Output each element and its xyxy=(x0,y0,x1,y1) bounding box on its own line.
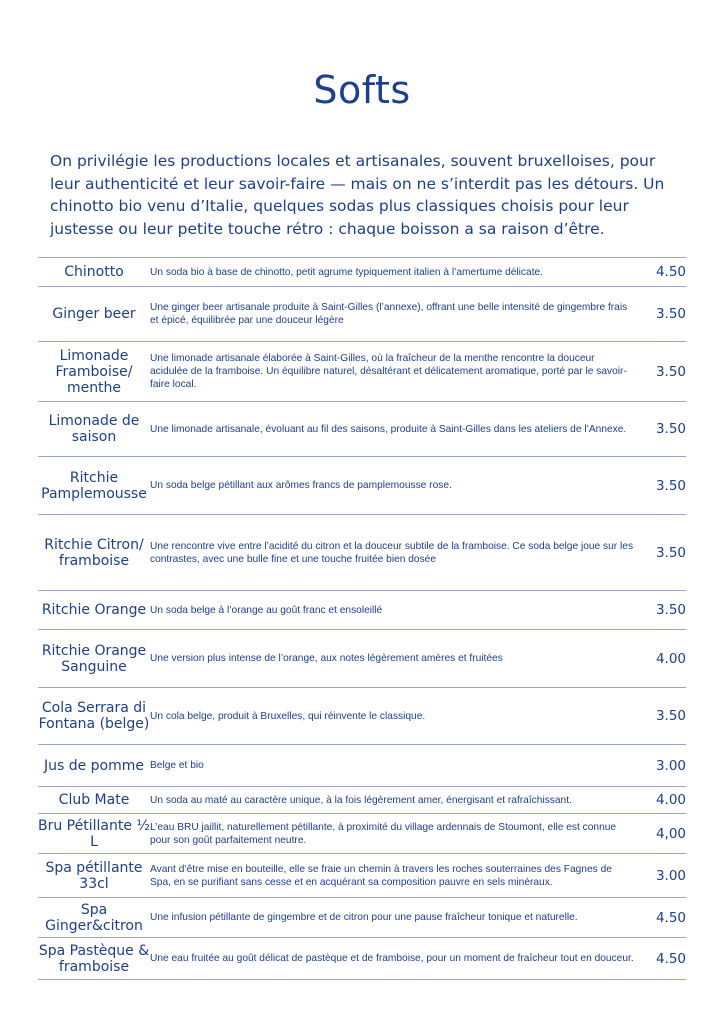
drink-price: 3.50 xyxy=(655,602,686,618)
drink-name: Cola Serrara di Fontana (belge) xyxy=(38,700,150,732)
intro-paragraph: On privilégie les productions locales et artisanales, souvent bruxelloises, pour leur authenticité et leur savoir-faire — mais on ne s’interdit pas les détours. Un chinotto bio venu d’Italie, quelques sodas plus classiques choisis pour leur justesse ou leur petite touche rétro : chaque boisson a sa raison d’être. xyxy=(50,152,665,238)
drink-name: Ritchie Citron/ framboise xyxy=(44,536,144,569)
drink-name: Spa Ginger&citron xyxy=(45,901,143,934)
drink-description: L’eau BRU jaillit, naturellement pétillante, à proximité du village ardennais de Stoumont, elle est connue pour son goût parfaitement neutre. xyxy=(150,821,617,846)
menu-row xyxy=(38,286,686,341)
drink-name: Ginger beer xyxy=(52,306,136,322)
drink-name: Limonade Framboise/ menthe xyxy=(55,347,133,396)
drink-description: Un soda au maté au caractère unique, à la fois légèrement amer, énergisant et rafraîchissant. xyxy=(150,794,572,806)
menu-row xyxy=(38,786,686,813)
drink-description: Un soda belge à l’orange au goût franc et ensoleillé xyxy=(150,604,383,616)
drink-name: Ritchie Pamplemousse xyxy=(41,469,147,502)
drink-price: 3.50 xyxy=(655,306,686,322)
drink-description: Une infusion pétillante de gingembre et de citron pour une pause fraîcheur tonique et naturelle. xyxy=(150,912,578,923)
menu-row xyxy=(38,897,686,937)
drink-name: Chinotto xyxy=(64,264,124,280)
drink-name: Club Mate xyxy=(58,792,130,808)
menu-row xyxy=(38,687,686,744)
drink-price: 3.00 xyxy=(655,757,686,774)
drink-name: Spa pétillante 33cl xyxy=(45,859,143,892)
drink-price: 3.50 xyxy=(655,421,686,437)
drink-name: Ritchie Orange Sanguine xyxy=(41,642,147,675)
drink-price: 3.50 xyxy=(655,544,686,561)
menu-row xyxy=(38,341,686,401)
drink-price: 3.50 xyxy=(655,477,686,494)
menu-row xyxy=(38,401,686,456)
drink-description: Une version plus intense de l’orange, aux notes légèrement amères et fruitées xyxy=(150,653,503,664)
drink-name: Spa Pastèque & framboise xyxy=(38,942,150,975)
drink-description: Belge et bio xyxy=(150,760,204,771)
menu-row xyxy=(38,937,686,980)
drink-price: 4.50 xyxy=(655,264,686,280)
drink-description: Un soda belge pétillant aux arômes francs de pamplemousse rose. xyxy=(150,480,452,491)
drink-description: Un soda bio à base de chinotto, petit agrume typiquement italien à l’amertume délicate. xyxy=(150,266,544,278)
menu-row xyxy=(38,257,686,286)
drink-price: 4,00 xyxy=(655,825,686,842)
page-title: Softs xyxy=(313,68,411,112)
drink-price: 3.50 xyxy=(655,363,686,380)
drink-name: Bru Pétillante ½ L xyxy=(38,817,150,850)
drink-name: Limonade de saison xyxy=(48,413,140,445)
menu-row xyxy=(38,514,686,590)
drink-price: 3.50 xyxy=(655,708,686,724)
menu-row xyxy=(38,629,686,687)
drink-description: Une ginger beer artisanale produite à Saint-Gilles (l’annexe), offrant une belle intensité de gingembre frais et épicé, équilibrée par une douceur légère xyxy=(150,302,628,326)
drink-price: 4.00 xyxy=(655,650,686,667)
drink-description: Avant d’être mise en bouteille, elle se fraie un chemin à travers les roches souterraines des Fagnes de Spa, en se purifiant sans cesse et en acquérant sa composition pauvre en sels minéraux. xyxy=(150,863,612,888)
drink-description: Une eau fruitée au goût délicat de pastèque et de framboise, pour un moment de fraîcheur tout en douceur. xyxy=(150,953,634,964)
drinks-menu xyxy=(38,257,686,980)
drink-price: 3.00 xyxy=(655,867,686,884)
menu-row xyxy=(38,853,686,897)
drink-description: Une limonade artisanale élaborée à Saint-Gilles, où la fraîcheur de la menthe rencontre la douceur acidulée de la framboise. Un équilibre naturel, désaltérant et délicatement aromatique, porté par le savoir-faire local. xyxy=(150,353,627,390)
drink-price: 4.00 xyxy=(655,792,686,808)
drink-description: Une rencontre vive entre l’acidité du citron et la douceur subtile de la framboise. Ce soda belge joue sur les contrastes, avec une bulle fine et une touche fruitée bien dosée xyxy=(150,540,634,565)
drink-name: Ritchie Orange xyxy=(41,602,147,618)
drink-price: 4.50 xyxy=(655,909,686,926)
drink-description: Une limonade artisanale, évoluant au fil des saisons, produite à Saint-Gilles dans les ateliers de l’Annexe. xyxy=(150,423,627,435)
menu-row xyxy=(38,590,686,629)
drink-name: Jus de pomme xyxy=(43,757,145,774)
menu-row xyxy=(38,813,686,853)
menu-row xyxy=(38,744,686,786)
menu-row xyxy=(38,456,686,514)
drink-price: 4.50 xyxy=(655,950,686,967)
drink-description: Un cola belge, produit à Bruxelles, qui réinvente le classique. xyxy=(150,710,426,722)
